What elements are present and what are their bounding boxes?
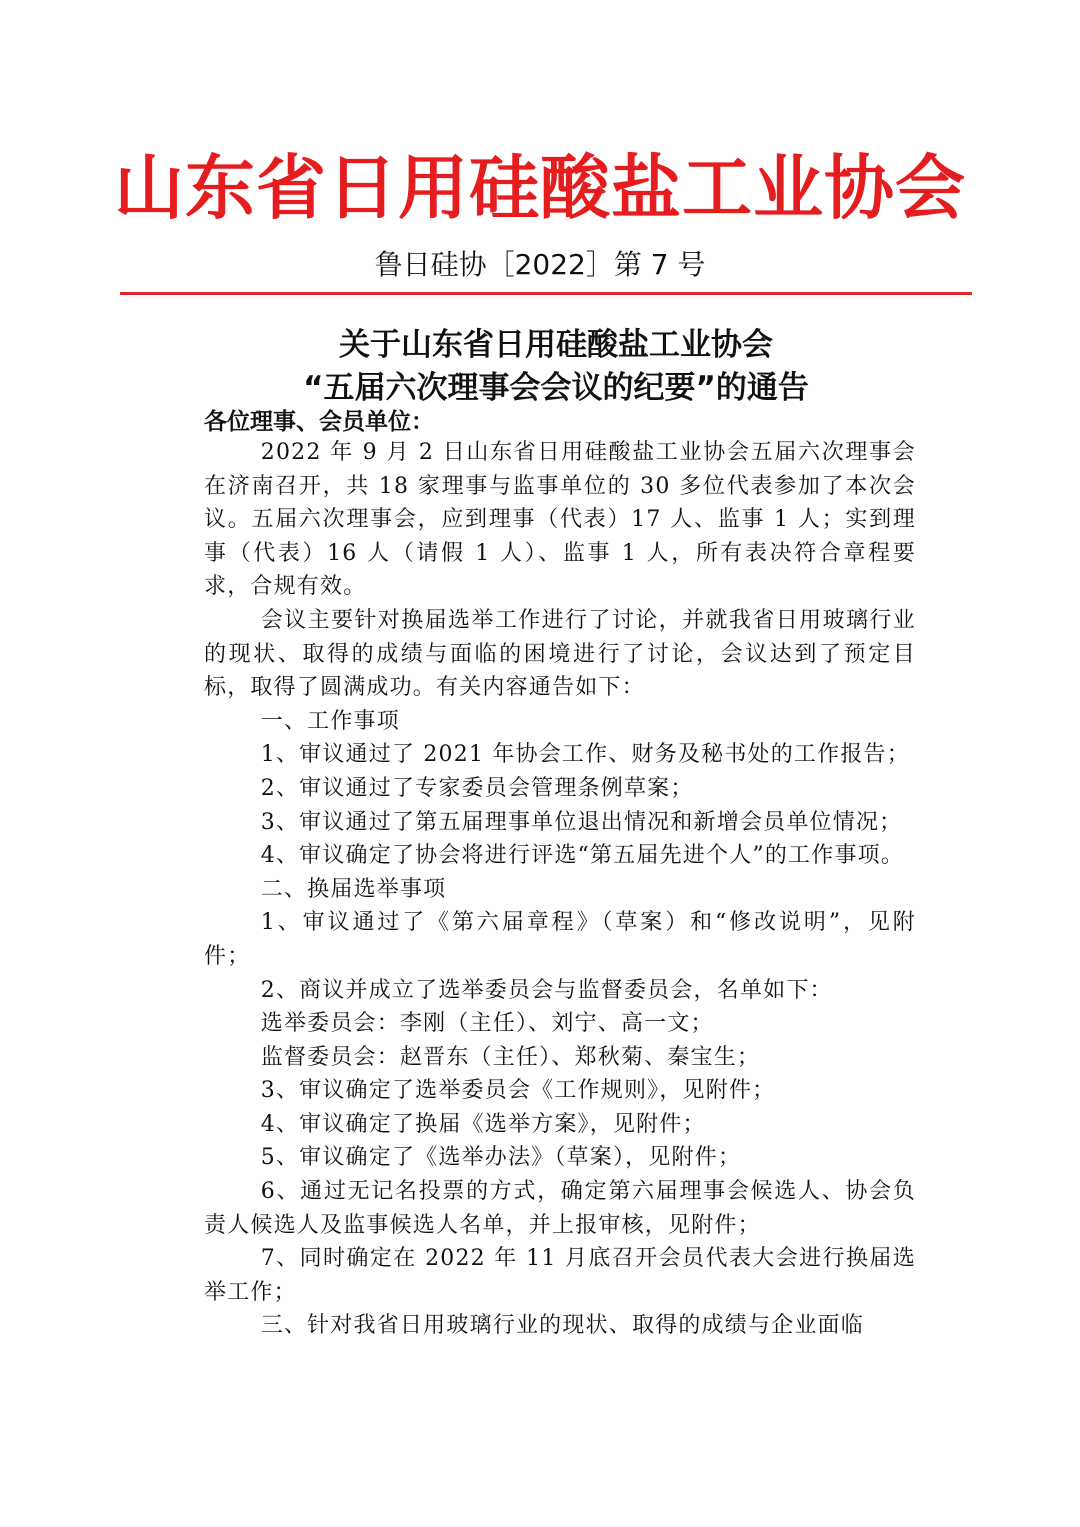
section-heading-work-items: 一、工作事项 xyxy=(260,708,400,734)
list-item: 4、审议确定了协会将进行评选“第五届先进个人”的工作事项。 xyxy=(260,843,905,869)
list-item: 6、通过无记名投票的方式，确定第六届理事会候选人、协会负责人候选人及监事候选人名单，并上报审核，见附件； xyxy=(204,1179,916,1238)
election-committee-members: 选举委员会：李刚（主任）、刘宁、高一文； xyxy=(260,1011,714,1037)
list-item: 1、审议通过了 2021 年协会工作、财务及秘书处的工作报告； xyxy=(260,742,910,768)
list-item: 1、审议通过了《第六届章程》（草案）和“修改说明”，见附件； xyxy=(204,910,916,969)
list-item: 2、审议通过了专家委员会管理条例草案； xyxy=(260,775,694,801)
notice-title-line-1: 关于山东省日用硅酸盐工业协会 xyxy=(339,327,773,363)
supervision-committee-members: 监督委员会：赵晋东（主任）、郑秋菊、秦宝生； xyxy=(260,1044,761,1070)
list-item: 3、审议确定了选举委员会《工作规则》，见附件； xyxy=(260,1078,776,1104)
section-heading-industry: 三、针对我省日用玻璃行业的现状、取得的成绩与企业面临 xyxy=(260,1313,864,1339)
section-heading-election-items: 二、换届选举事项 xyxy=(260,876,447,902)
notice-body xyxy=(204,436,916,1343)
list-item: 4、审议确定了换届《选举方案》，见附件； xyxy=(260,1111,706,1137)
list-item: 5、审议确定了《选举办法》（草案），见附件； xyxy=(260,1145,742,1171)
organization-masthead: 山东省日用硅酸盐工业协会 xyxy=(114,147,966,229)
paragraph-meeting-summary: 2022 年 9 月 2 日山东省日用硅酸盐工业协会五届六次理事会在济南召开，共 18 家理事与监事单位的 30 多位代表参加了本次会议。五届六次理事会，应到理事（代表）17 人、监事 1 人；实到理事（代表）16 人（请假 1 人）、监事 1 人，所有表决符合章程要求，合规有效。 xyxy=(204,440,916,600)
notice-title-line-2: “五届六次理事会会议的纪要”的通告 xyxy=(303,370,809,406)
list-item: 2、商议并成立了选举委员会与监督委员会，名单如下： xyxy=(260,977,833,1003)
paragraph-discussion: 会议主要针对换届选举工作进行了讨论，并就我省日用玻璃行业的现状、取得的成绩与面临的困境进行了讨论，会议达到了预定目标，取得了圆满成功。有关内容通告如下： xyxy=(204,607,916,701)
red-divider xyxy=(120,292,972,295)
list-item: 7、同时确定在 2022 年 11 月底召开会员代表大会进行换届选举工作； xyxy=(204,1246,916,1305)
salutation: 各位理事、会员单位： xyxy=(204,409,434,435)
document-number: 鲁日硅协［2022］第 7 号 xyxy=(374,248,706,281)
list-item: 3、审议通过了第五届理事单位退出情况和新增会员单位情况； xyxy=(260,809,903,835)
